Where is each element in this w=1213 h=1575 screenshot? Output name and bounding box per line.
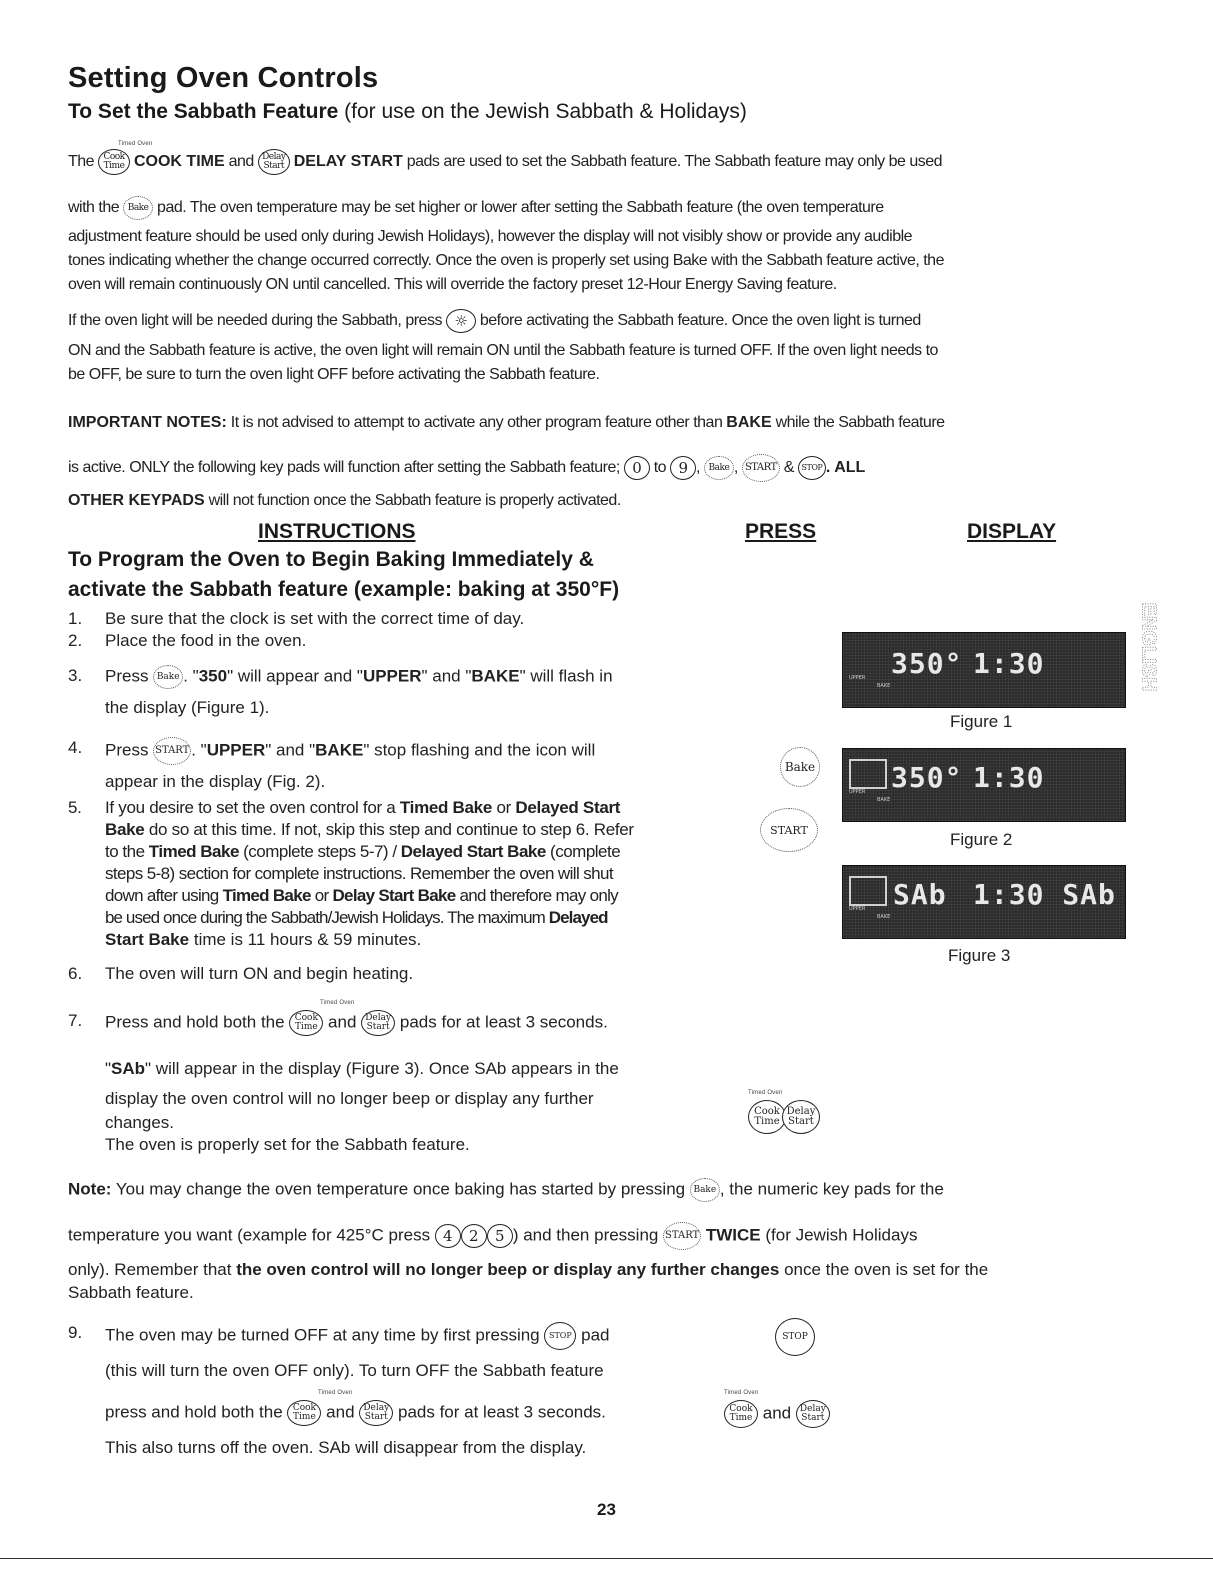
intro-text: & — [783, 459, 794, 477]
step-text: Place the food in the oven. — [105, 631, 307, 650]
step-text: Be sure that the clock is set with the correct time of day. — [105, 609, 525, 628]
intro-text: will not function once the Sabbath feature is properly activated. — [208, 492, 621, 509]
pad-label: Start — [263, 161, 285, 171]
display-upper-label: UPPER — [849, 906, 866, 912]
bottom-rule — [0, 1558, 1213, 1559]
step-bold: UPPER — [206, 740, 266, 760]
step-text: down after using — [105, 886, 219, 905]
intro-line-1 — [68, 149, 1148, 175]
step-number: 1. — [68, 609, 83, 628]
figure-1-caption: Figure 1 — [950, 712, 1013, 731]
press-heading: PRESS — [745, 520, 817, 543]
step-text: " and " — [421, 666, 472, 686]
step-text: (complete steps 5-7) / — [243, 842, 397, 861]
step-text: or — [314, 886, 329, 905]
step-text: or — [496, 798, 511, 817]
bake-pad-icon: Bake — [153, 665, 183, 689]
display-temp: SAb — [893, 878, 947, 911]
step-number: 9. — [68, 1323, 83, 1342]
delay-start-pad-icon — [258, 149, 290, 175]
pad-label: Time — [754, 1116, 780, 1127]
note-line-4: Sabbath feature. — [68, 1283, 194, 1302]
all-label: . ALL — [825, 459, 866, 477]
intro-text: The — [68, 153, 95, 171]
nine-pad-icon: 9 — [670, 456, 696, 480]
step-5-line-2 — [105, 819, 634, 841]
intro-line-2 — [68, 196, 1148, 220]
step-1 — [68, 608, 765, 630]
step-bold: Bake — [105, 820, 145, 839]
pad-label: Delay — [799, 1404, 826, 1414]
intro-text: It is not advised to attempt to activate any other program feature other than — [230, 414, 723, 431]
step-text: Press and hold both the — [105, 1012, 285, 1032]
page-number: 23 — [597, 1500, 616, 1519]
step-number: 2. — [68, 631, 83, 650]
display-heading: DISPLAY — [967, 520, 1057, 543]
four-pad-icon: 4 — [435, 1224, 461, 1248]
step-5-line-5 — [105, 885, 618, 907]
note-line-3 — [68, 1259, 1178, 1281]
oven-icon — [849, 876, 887, 906]
intro-text: to — [653, 459, 667, 477]
section-title — [68, 100, 747, 124]
step-4-cont: appear in the display (Fig. 2). — [105, 772, 326, 791]
step-bold: UPPER — [362, 666, 422, 686]
display-temp: 350° — [891, 647, 963, 680]
step-text: pads for at least 3 seconds. — [398, 1402, 606, 1422]
stop-pad-icon: STOP — [775, 1318, 815, 1356]
step-number: 4. — [68, 738, 83, 757]
step-7-line-2 — [105, 1058, 619, 1080]
important-notes-line-1 — [68, 412, 1158, 434]
bake-pad-icon: Bake — [690, 1178, 720, 1202]
display-temp: 350° — [891, 761, 963, 794]
step-9 — [68, 1322, 805, 1350]
page-title: Setting Oven Controls — [68, 62, 379, 94]
step-number: 3. — [68, 666, 83, 685]
step-text: press and hold both the — [105, 1402, 283, 1422]
step-9-line-3 — [105, 1400, 606, 1426]
note-line-1 — [68, 1178, 1168, 1202]
step-text: . " — [191, 740, 207, 760]
step-text: If you desire to set the oven control for a — [105, 798, 396, 817]
step-9-line-2: (this will turn the oven OFF only). To turn OFF the Sabbath feature — [105, 1361, 604, 1380]
step-7-line-5: The oven is properly set for the Sabbath feature. — [105, 1135, 470, 1154]
pad-label: Cook — [292, 1403, 317, 1413]
step-7-line-4: changes. — [105, 1113, 174, 1132]
two-pad-icon: 2 — [461, 1224, 487, 1248]
step-text: do so at this time. If not, skip this step and continue to step 6. Refer — [148, 820, 634, 839]
pad-label: Time — [729, 1413, 753, 1423]
step-text: " will flash in — [519, 666, 613, 686]
pad-label: Start — [788, 1116, 814, 1127]
note-text: only). Remember that — [68, 1260, 232, 1279]
intro-text: and — [228, 153, 254, 171]
step-bold: SAb — [111, 1059, 146, 1078]
delay-start-pad-icon — [782, 1100, 820, 1134]
figure-2-caption: Figure 2 — [950, 830, 1013, 849]
intro-line-7: ON and the Sabbath feature is active, the oven light will remain ON until the Sabbath feature is turned OFF. If the oven light needs to — [68, 342, 938, 359]
step-bold: Start Bake — [105, 930, 190, 949]
cook-time-pad-icon — [724, 1400, 758, 1428]
display-upper-label: UPPER — [849, 675, 866, 681]
intro-line-8: be OFF, be sure to turn the oven light OFF before activating the Sabbath feature. — [68, 366, 600, 383]
step-text: " — [105, 1059, 112, 1078]
cook-time-label: COOK TIME — [133, 153, 225, 171]
oven-light-pad-icon: ☼ — [446, 309, 476, 333]
step-bold: Delayed Start Bake — [400, 842, 546, 861]
timed-oven-label: Timed Oven — [748, 1090, 783, 1096]
intro-line-6 — [68, 309, 1158, 333]
step-5-line-3 — [105, 841, 620, 863]
step-5-line-7 — [105, 929, 421, 951]
timed-oven-label: Timed Oven — [118, 141, 153, 147]
step-text: pad — [581, 1325, 610, 1345]
cook-time-pad-icon — [289, 1010, 323, 1036]
section-title-rest: (for use on the Jewish Sabbath & Holidays) — [344, 100, 747, 123]
display-time: 1:30 — [973, 761, 1045, 794]
bake-label: BAKE — [726, 414, 772, 431]
bake-pad-icon: Bake — [123, 196, 153, 220]
step-text: and therefore may only — [459, 886, 618, 905]
step-7 — [68, 1010, 795, 1036]
pad-label: Time — [294, 1022, 318, 1032]
program-title-2: activate the Sabbath feature (example: baking at 350°F) — [68, 578, 620, 601]
intro-text: pad. The oven temperature may be set higher or lower after setting the Sabbath feature (the oven temperature — [157, 199, 884, 217]
intro-line-5: oven will remain continuously ON until cancelled. This will override the factory preset 12-Hour Energy Saving feature. — [68, 276, 837, 293]
pad-label: Time — [293, 1412, 316, 1422]
step-6 — [68, 963, 765, 985]
step-text: to the — [105, 842, 145, 861]
step-4 — [68, 737, 785, 765]
step-text: The oven will turn ON and begin heating. — [105, 964, 414, 983]
timed-oven-label: Timed Oven — [724, 1390, 759, 1396]
display-time: 1:30 SAb — [973, 878, 1116, 911]
step-number: 5. — [68, 798, 82, 817]
display-bake-label: BAKE — [877, 914, 891, 920]
step-text: (complete — [550, 842, 621, 861]
figure-3-caption: Figure 3 — [948, 946, 1011, 965]
stop-pad-icon: STOP — [798, 456, 826, 480]
pad-label: Start — [366, 1022, 390, 1032]
bake-pad-icon: Bake — [704, 456, 734, 480]
intro-text: before activating the Sabbath feature. Once the oven light is turned — [479, 312, 921, 330]
pad-label: Cook — [729, 1404, 753, 1414]
side-tab-graphic — [1135, 580, 1161, 715]
note-text: once the oven is set for the — [784, 1260, 989, 1279]
intro-line-4: tones indicating whether the change occurred correctly. Once the oven is properly set using Bake with the Sabbath feature active, the — [68, 252, 944, 269]
step-text: " stop flashing and the icon will — [363, 740, 596, 760]
pad-label: Start — [801, 1413, 825, 1423]
pad-label: Start — [364, 1412, 388, 1422]
step-text: be used once during the Sabbath/Jewish Holidays. The maximum — [105, 908, 545, 927]
cook-time-pad-icon — [98, 149, 130, 175]
note-text: You may change the oven temperature once baking has started by pressing — [115, 1179, 686, 1199]
intro-text: pads are used to set the Sabbath feature. The Sabbath feature may only be used — [406, 153, 943, 171]
step-bold: BAKE — [315, 740, 364, 760]
important-notes-line-3 — [68, 490, 1158, 512]
step-bold: Delayed — [548, 908, 608, 927]
delay-start-pad-icon — [359, 1400, 393, 1426]
step-bold: 350 — [198, 666, 228, 686]
pad-label: Delay — [786, 1106, 816, 1117]
delay-start-pad-icon — [796, 1400, 830, 1428]
cook-time-pad-icon — [287, 1400, 321, 1426]
side-tab-text: ENGLISH — [1137, 602, 1160, 692]
step-text: The oven may be turned OFF at any time by first pressing — [105, 1325, 540, 1345]
intro-text: If the oven light will be needed during the Sabbath, press — [68, 312, 442, 330]
step-3-cont: the display (Figure 1). — [105, 698, 270, 717]
program-title-1: To Program the Oven to Begin Baking Immediately & — [68, 548, 594, 571]
step-text: and — [328, 1012, 357, 1032]
display-time: 1:30 — [973, 647, 1045, 680]
press-cook-and-delay — [724, 1400, 830, 1428]
intro-text: , — [733, 459, 738, 477]
step-text: Press — [105, 740, 149, 760]
step-9-line-4: This also turns off the oven. SAb will disappear from the display. — [105, 1438, 587, 1457]
intro-text: , — [696, 459, 700, 477]
press-and-text: and — [762, 1403, 792, 1423]
note-text: ) and then pressing — [512, 1225, 659, 1245]
stop-pad-icon: STOP — [544, 1322, 576, 1350]
delay-start-pad-icon — [361, 1010, 395, 1036]
intro-line-3: adjustment feature should be used only during Jewish Holidays), however the display will not visibly show or provide any audible — [68, 228, 913, 245]
pad-label: Delay — [262, 152, 286, 162]
note-label: Note: — [68, 1179, 112, 1199]
step-bold: Timed Bake — [399, 798, 492, 817]
step-text: time is 11 hours & 59 minutes. — [193, 930, 422, 949]
step-text: pads for at least 3 seconds. — [399, 1012, 608, 1032]
display-bake-label: BAKE — [877, 797, 891, 803]
section-title-bold: To Set the Sabbath Feature — [68, 100, 339, 123]
delay-start-label: DELAY START — [293, 153, 403, 171]
step-2 — [68, 630, 765, 652]
display-figure-1 — [842, 632, 1126, 708]
pad-label: Cook — [103, 152, 125, 162]
step-5 — [68, 797, 795, 819]
intro-text: while the Sabbath feature — [775, 414, 945, 431]
step-bold: Delayed Start — [515, 798, 621, 817]
start-pad-icon: START — [663, 1222, 701, 1250]
display-upper-label: UPPER — [849, 789, 866, 795]
step-text: " will appear and " — [227, 666, 363, 686]
start-pad-icon: START — [153, 737, 191, 765]
step-number: 6. — [68, 964, 83, 983]
pad-label: Time — [103, 161, 125, 171]
pad-label: Delay — [363, 1403, 390, 1413]
step-bold: BAKE — [471, 666, 520, 686]
note-text: , the numeric key pads for the — [719, 1179, 944, 1199]
bake-pad-icon: Bake — [780, 747, 820, 787]
step-7-line-3: display the oven control will no longer beep or display any further — [105, 1089, 594, 1108]
display-figure-2 — [842, 748, 1126, 822]
timed-oven-label: Timed Oven — [320, 1000, 355, 1006]
note-line-2 — [68, 1222, 1178, 1250]
note-bold: TWICE — [705, 1225, 761, 1245]
timed-oven-label: Timed Oven — [318, 1390, 353, 1396]
step-text: . " — [183, 666, 199, 686]
pad-label: Cook — [754, 1106, 780, 1117]
note-text: (for Jewish Holidays — [765, 1225, 918, 1245]
five-pad-icon: 5 — [487, 1224, 513, 1248]
zero-pad-icon: 0 — [624, 456, 650, 480]
intro-text: is active. ONLY the following key pads will function after setting the Sabbath feature; — [68, 459, 620, 477]
step-bold: Timed Bake — [148, 842, 239, 861]
step-5-line-6 — [105, 907, 608, 929]
note-bold: the oven control will no longer beep or display any further changes — [236, 1260, 780, 1279]
oven-icon — [849, 759, 887, 789]
side-tab — [1135, 580, 1161, 715]
instructions-heading: INSTRUCTIONS — [258, 520, 416, 543]
press-cook-delay — [748, 1100, 820, 1134]
step-text: Press — [105, 666, 149, 686]
start-pad-icon: START — [742, 454, 780, 482]
display-figure-3 — [842, 865, 1126, 939]
important-notes-label: IMPORTANT NOTES: — [68, 414, 227, 431]
pad-label: Cook — [294, 1013, 318, 1023]
press-stop — [775, 1318, 815, 1356]
start-pad-icon: START — [760, 808, 818, 852]
cook-time-pad-icon — [748, 1100, 786, 1134]
step-text: " and " — [265, 740, 316, 760]
step-number: 7. — [68, 1011, 83, 1030]
display-bake-label: BAKE — [877, 683, 891, 689]
step-text: and — [326, 1402, 355, 1422]
note-text: temperature you want (example for 425°C press — [68, 1225, 431, 1245]
step-5-line-4: steps 5-8) section for complete instructions. Remember the oven will shut — [105, 864, 613, 883]
press-bake — [780, 747, 820, 787]
step-text: " will appear in the display (Figure 3). Once SAb appears in the — [145, 1059, 619, 1078]
important-notes-line-2 — [68, 454, 1168, 482]
pad-label: Delay — [365, 1013, 392, 1023]
press-start — [760, 808, 818, 852]
step-bold: Delay Start Bake — [332, 886, 456, 905]
other-keypads-label: OTHER KEYPADS — [68, 492, 205, 509]
intro-text: with the — [68, 199, 120, 217]
step-3 — [68, 665, 785, 689]
step-bold: Timed Bake — [222, 886, 311, 905]
